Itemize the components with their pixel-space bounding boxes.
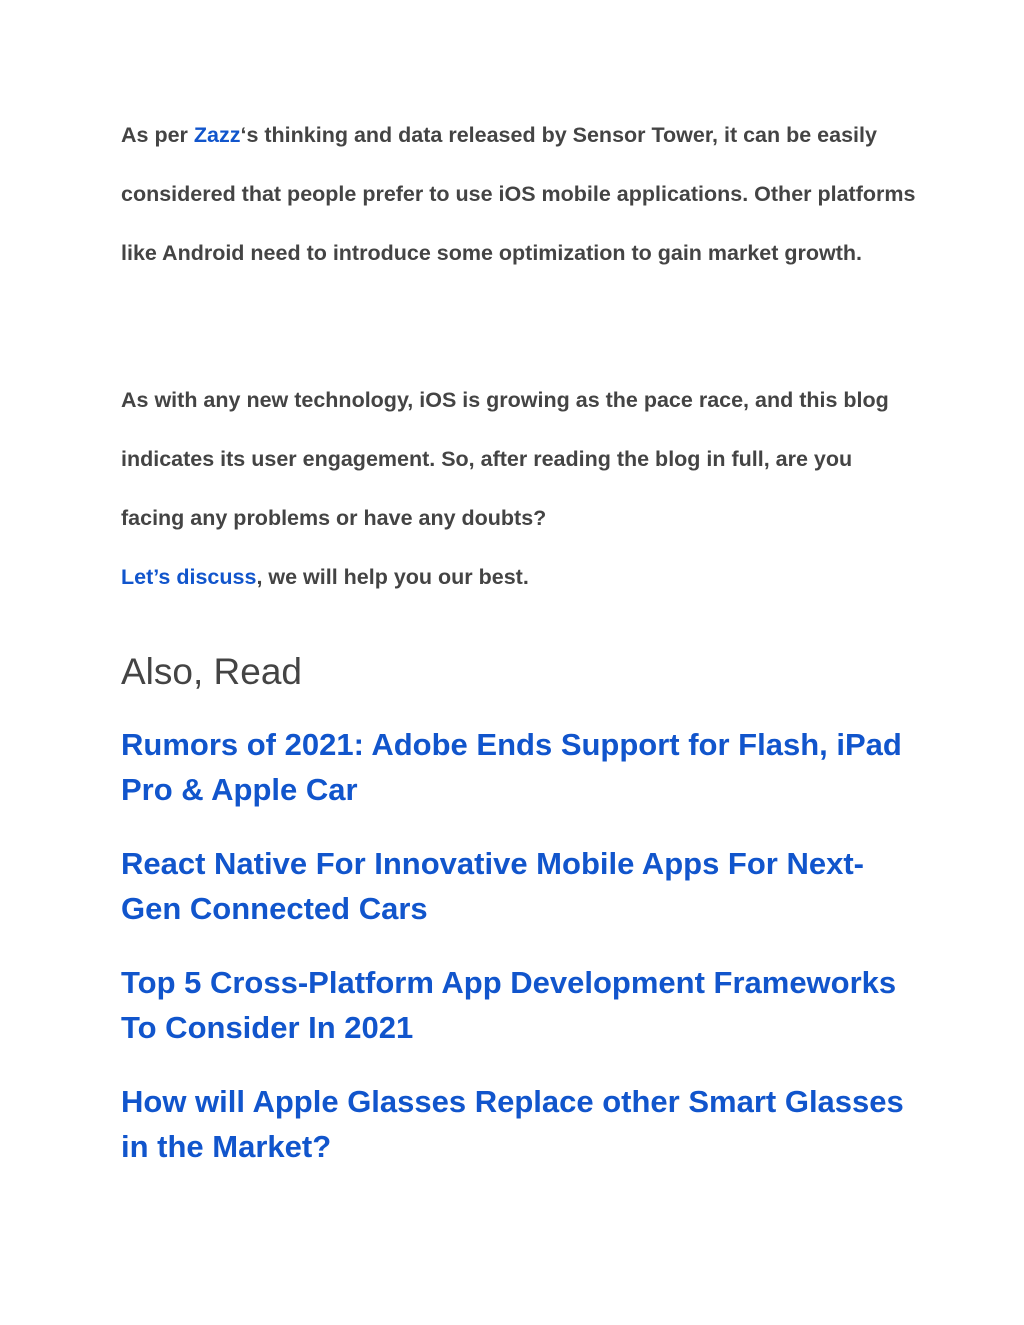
list-item [121,961,921,1050]
engagement-text: As with any new technology, iOS is growing as the pace race, and this blog indicates its user engagement. So, after reading the blog in full, are you facing any problems or have any doubts? [121,388,889,530]
zazz-link[interactable]: Zazz [193,123,241,147]
article-link-react-native[interactable]: React Native For Innovative Mobile Apps For Next-Gen Connected Cars [121,846,864,926]
article-link-adobe-flash[interactable]: Rumors of 2021: Adobe Ends Support for Flash, iPad Pro & Apple Car [121,727,902,807]
also-read-heading: Also, Read [121,651,302,692]
article-link-cross-platform[interactable]: Top 5 Cross-Platform App Development Frameworks To Consider In 2021 [121,965,897,1045]
intro-paragraph [121,106,921,283]
list-item [121,842,921,931]
engagement-suffix: , we will help you our best. [256,565,529,589]
intro-text: ‘s thinking and data released by Sensor Tower, it can be easily considered that people prefer to use iOS mobile applications. Other platforms like Android need to introduce some optimization to gain market growth. [121,123,916,265]
list-item [121,1080,921,1169]
engagement-paragraph [121,371,921,607]
list-item [121,723,921,812]
also-read-list [121,723,921,1199]
lets-discuss-link[interactable]: Let’s discuss [121,565,257,589]
article-link-apple-glasses[interactable]: How will Apple Glasses Replace other Smart Glasses in the Market? [121,1084,904,1164]
intro-prefix: As per [121,123,194,147]
